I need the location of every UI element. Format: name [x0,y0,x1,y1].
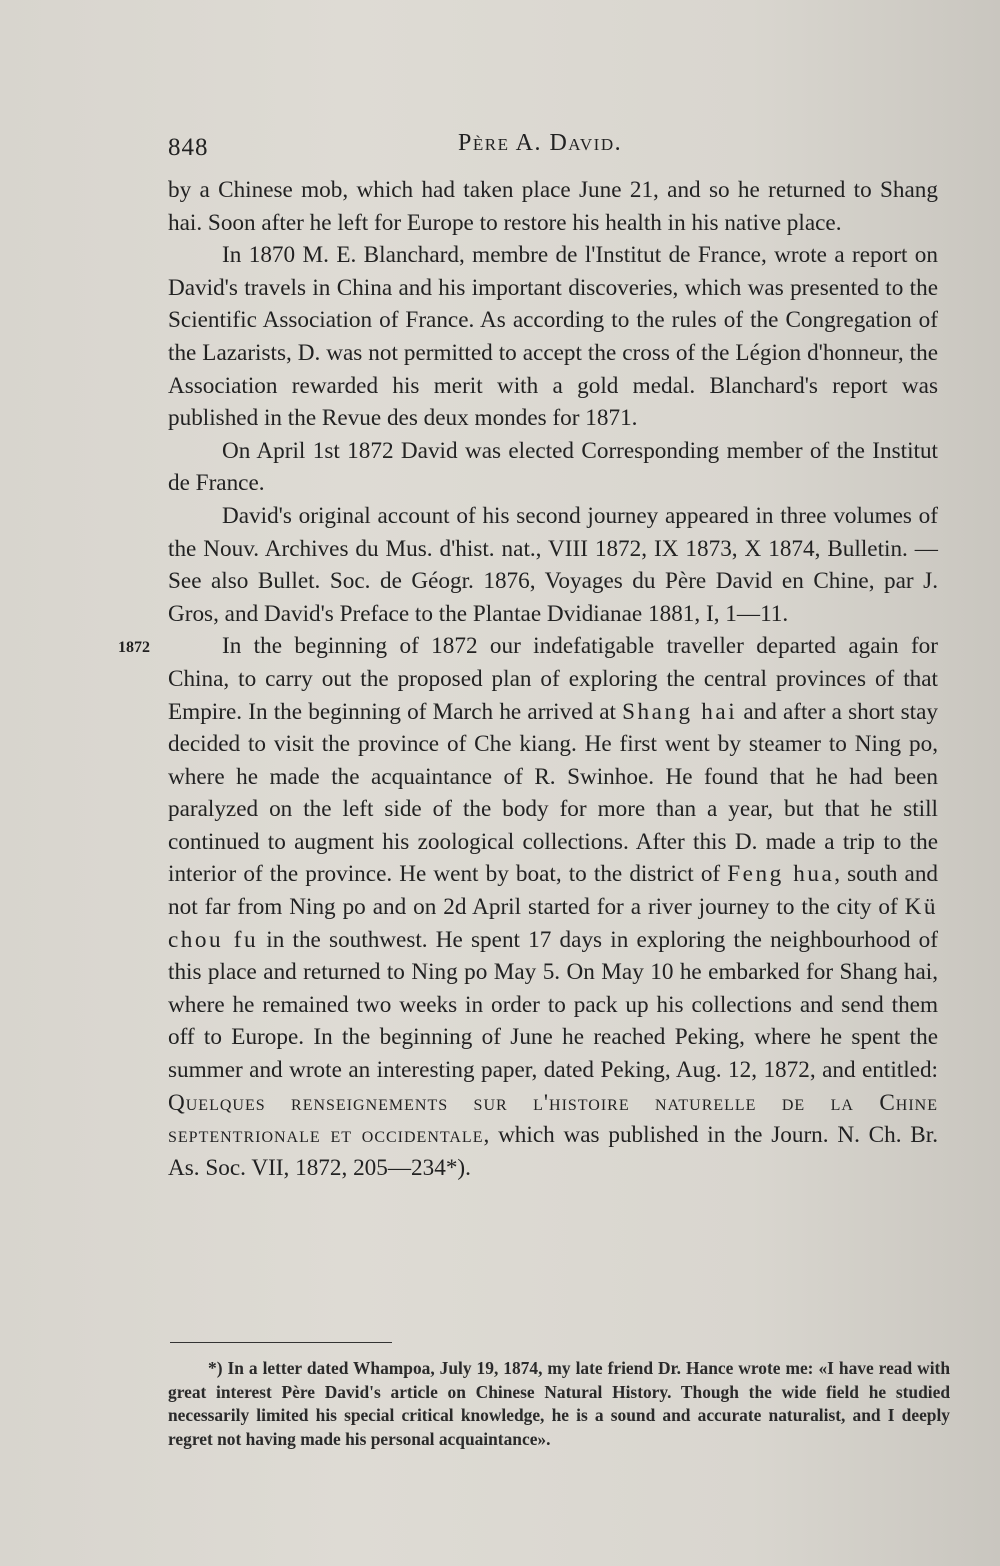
page-header [168,126,938,166]
text-segment: and after a short stay decided to visit the province of Che kiang. He first went by steamer to Ning po, where he made the acquaintance of R. Swinhoe. He found that he had been paralyzed on the left side of the body for more than a year, but that he still continued to augment his zoological collections. After this D. made a trip to the interior of the province. He went by boat, to the district of [168,698,939,888]
place-name-ku-chou-fu: Kü chou fu [168,894,938,953]
footnote [168,1357,950,1451]
article-title: Quelques renseignements sur l'histoire naturelle de la Chine septentrionale et occidentale [168,1089,938,1149]
text-segment: , which was published in the Journ. N. Ch. Br. As. Soc. VII, 1872, 205—234*). [168,1122,939,1181]
page-number: 848 [168,134,209,161]
footnote-text: *) In a letter dated Whampoa, July 19, 1874, my late friend Dr. Hance wrote me: «I have read with great interest Père David's article on Chinese Natural History. Though the wide field he studied necessarily limited his special critical knowledge, he is a sound and accurate naturalist, and I deeply regret not having made his personal acquaintance». [168,1358,950,1449]
paragraph-continuation: by a Chinese mob, which had taken place June 21, and so he returned to Shang hai. Soon after he left for Europe to restore his health in his native place. [168,177,938,236]
margin-year-note: 1872 [118,639,150,657]
running-title: Père A. David. [458,130,623,156]
text-segment: , south and not far from Ning po and on 2d April started for a river journey to the city of [168,861,939,921]
main-text [118,174,939,1184]
text-segment: In the beginning of 1872 our indefatigable traveller departed again for China, to carry out the proposed plan of exploring the central provinces of that Empire. In the beginning of March he arrived at [168,633,938,725]
place-name-shang-hai: Shang hai [622,698,738,725]
text-segment: in the southwest. He spent 17 days in exploring the neighbourhood of this place and returned to Ning po May 5. On May 10 he embarked for Shang hai, where he remained two weeks in order to pack up his collections and send them off to Europe. In the beginning of June he reached Peking, where he spent the summer and wrote an interesting paper, dated Peking, Aug. 12, 1872, and entitled: [168,926,938,1084]
paragraph-blanchard-report: In 1870 M. E. Blanchard, membre de l'Institut de France, wrote a report on David's travels in China and his important discoveries, which was presented to the Scientific Association of France. As according to the rules of the Congregation of the Lazarists, D. was not permitted to accept the cross of the Légion d'honneur, the Association rewarded his merit with a gold medal. Blanchard's report was published in the Revue des deux mondes for 1871. [168,242,938,432]
footnote-divider [170,1342,392,1343]
paragraph-corresponding-member: On April 1st 1872 David was elected Corresponding member of the Institut de France. [168,437,938,497]
place-name-feng-hua: Feng hua [727,861,835,888]
paragraph-original-account: David's original account of his second journey appeared in three volumes of the Nouv. Archives du Mus. d'hist. nat., VIII 1872, IX 1873, X 1874, Bulletin. — See also Bullet. Soc. de Géogr. 1876, Voyages du Père David en Chine, par J. Gros, and David's Preface to the Plantae Dvidianae 1881, I, 1—11. [168,502,938,627]
paragraph-second-journey [118,630,939,1184]
